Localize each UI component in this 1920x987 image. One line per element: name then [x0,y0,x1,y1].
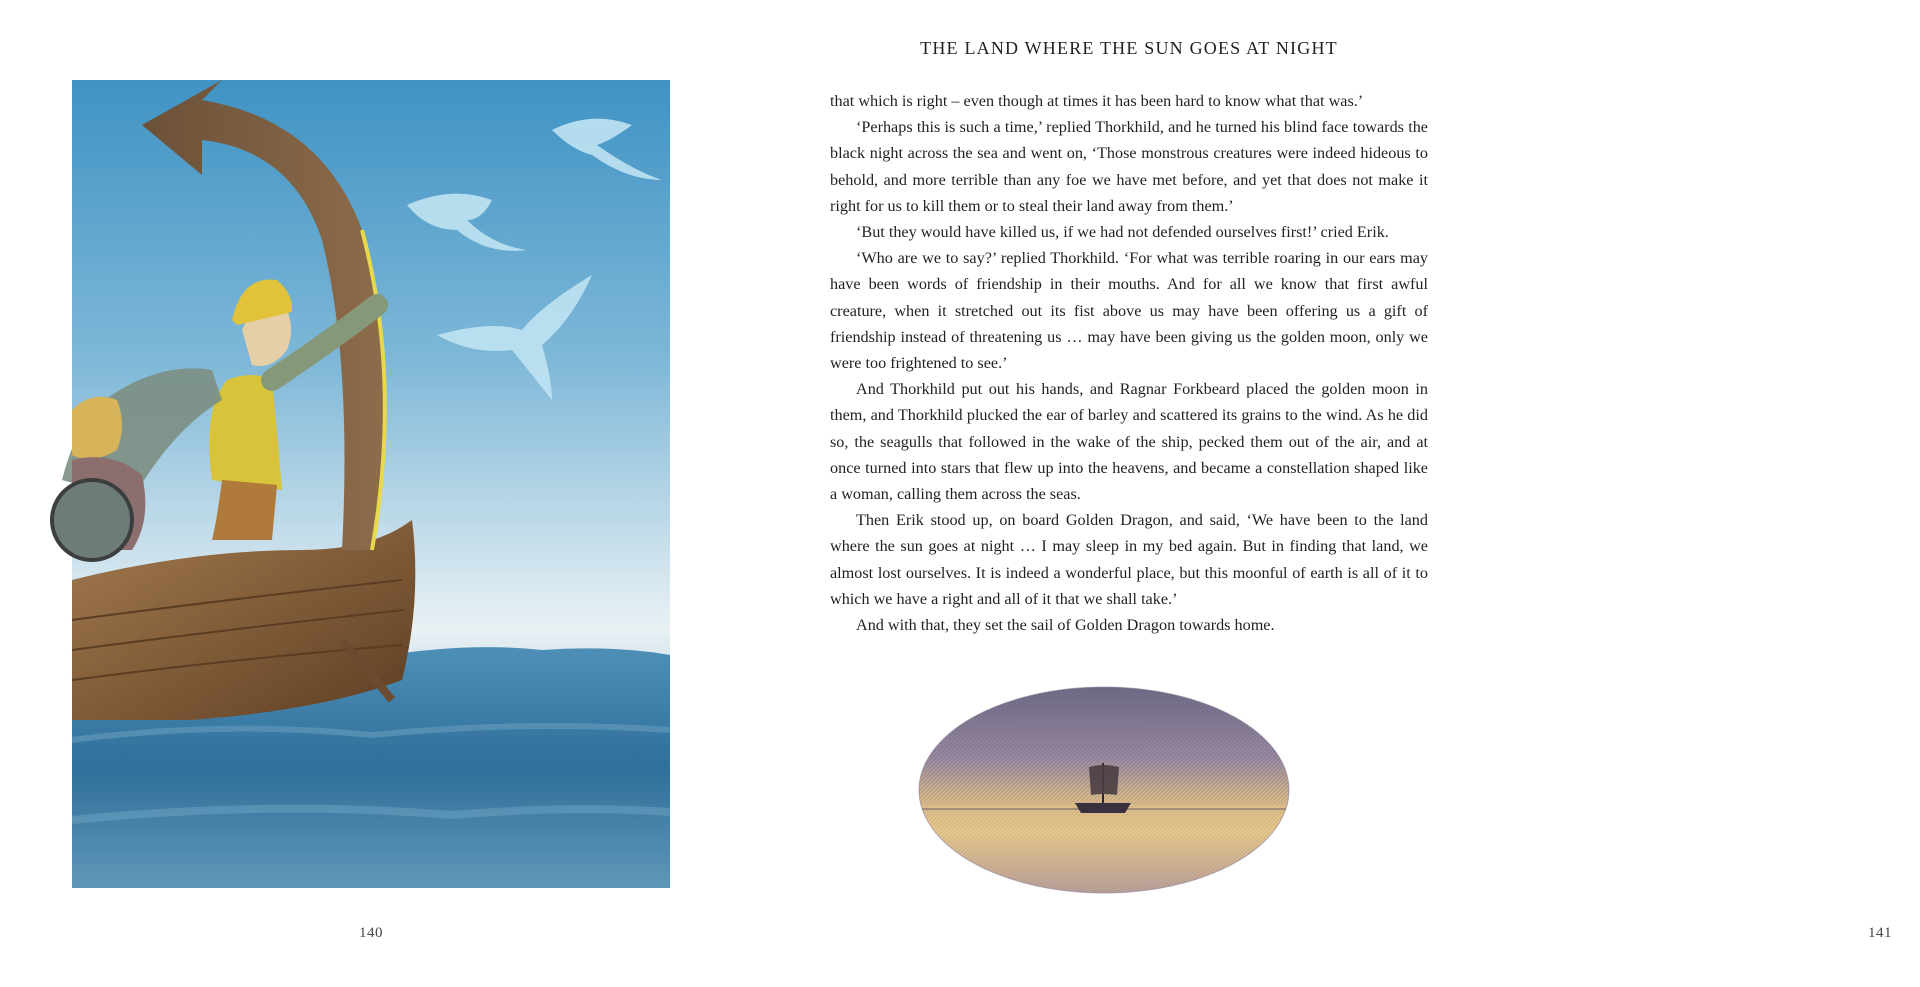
paragraph: ‘But they would have killed us, if we had not defended ourselves first!’ cried Erik. [856,223,1389,242]
paragraph: ‘Perhaps this is such a time,’ replied Thorkhild, and he turned his blind face towards the black night across the sea and went on, ‘Those monstrous creatures were indeed hideous to behold, and more terrible than any foe we have met before, and yet that does not make it right for us to kill them or to steal their land away from them.’ [830,118,1428,215]
paragraph: that which is right – even though at times it has been hard to know what that was.’ [830,92,1364,110]
viking-ship-illustration [72,80,670,888]
page-number-left: 140 [359,925,383,941]
body-text [830,88,1428,638]
running-head: THE LAND WHERE THE SUN GOES AT NIGHT [920,38,1338,58]
page-number-right: 141 [1868,925,1892,941]
paragraph: ‘Who are we to say?’ replied Thorkhild. ‘For what was terrible roaring in our ears may have been words of friendship in their mouths. And for all we know that first awful creature, when it stretched out its fist above us may have been offering us a gift of friendship instead of threatening us … may have been giving us the golden moon, only we were too frightened to see.’ [830,249,1428,373]
paragraph: And Thorkhild put out his hands, and Ragnar Forkbeard placed the golden moon in them, and Thorkhild plucked the ear of barley and scattered its grains to the wind. As he did so, the seagulls that followed in the wake of the ship, pecked them out of the air, and at once turned into stars that flew up into the heavens, and became a constellation shaped like a woman, calling them across the seas. [830,380,1428,504]
paragraph: And with that, they set the sail of Golden Dragon towards home. [856,616,1275,635]
left-page [0,0,750,987]
ship-at-sunset-vignette [917,685,1291,895]
right-page [750,0,1892,987]
paragraph: Then Erik stood up, on board Golden Dragon, and said, ‘We have been to the land where the sun goes at night … I may sleep in my bed again. But in finding that land, we almost lost ourselves. It is indeed a wonderful place, but this moonful of earth is all of it to which we have a right and all of it that we shall take.’ [830,511,1428,608]
